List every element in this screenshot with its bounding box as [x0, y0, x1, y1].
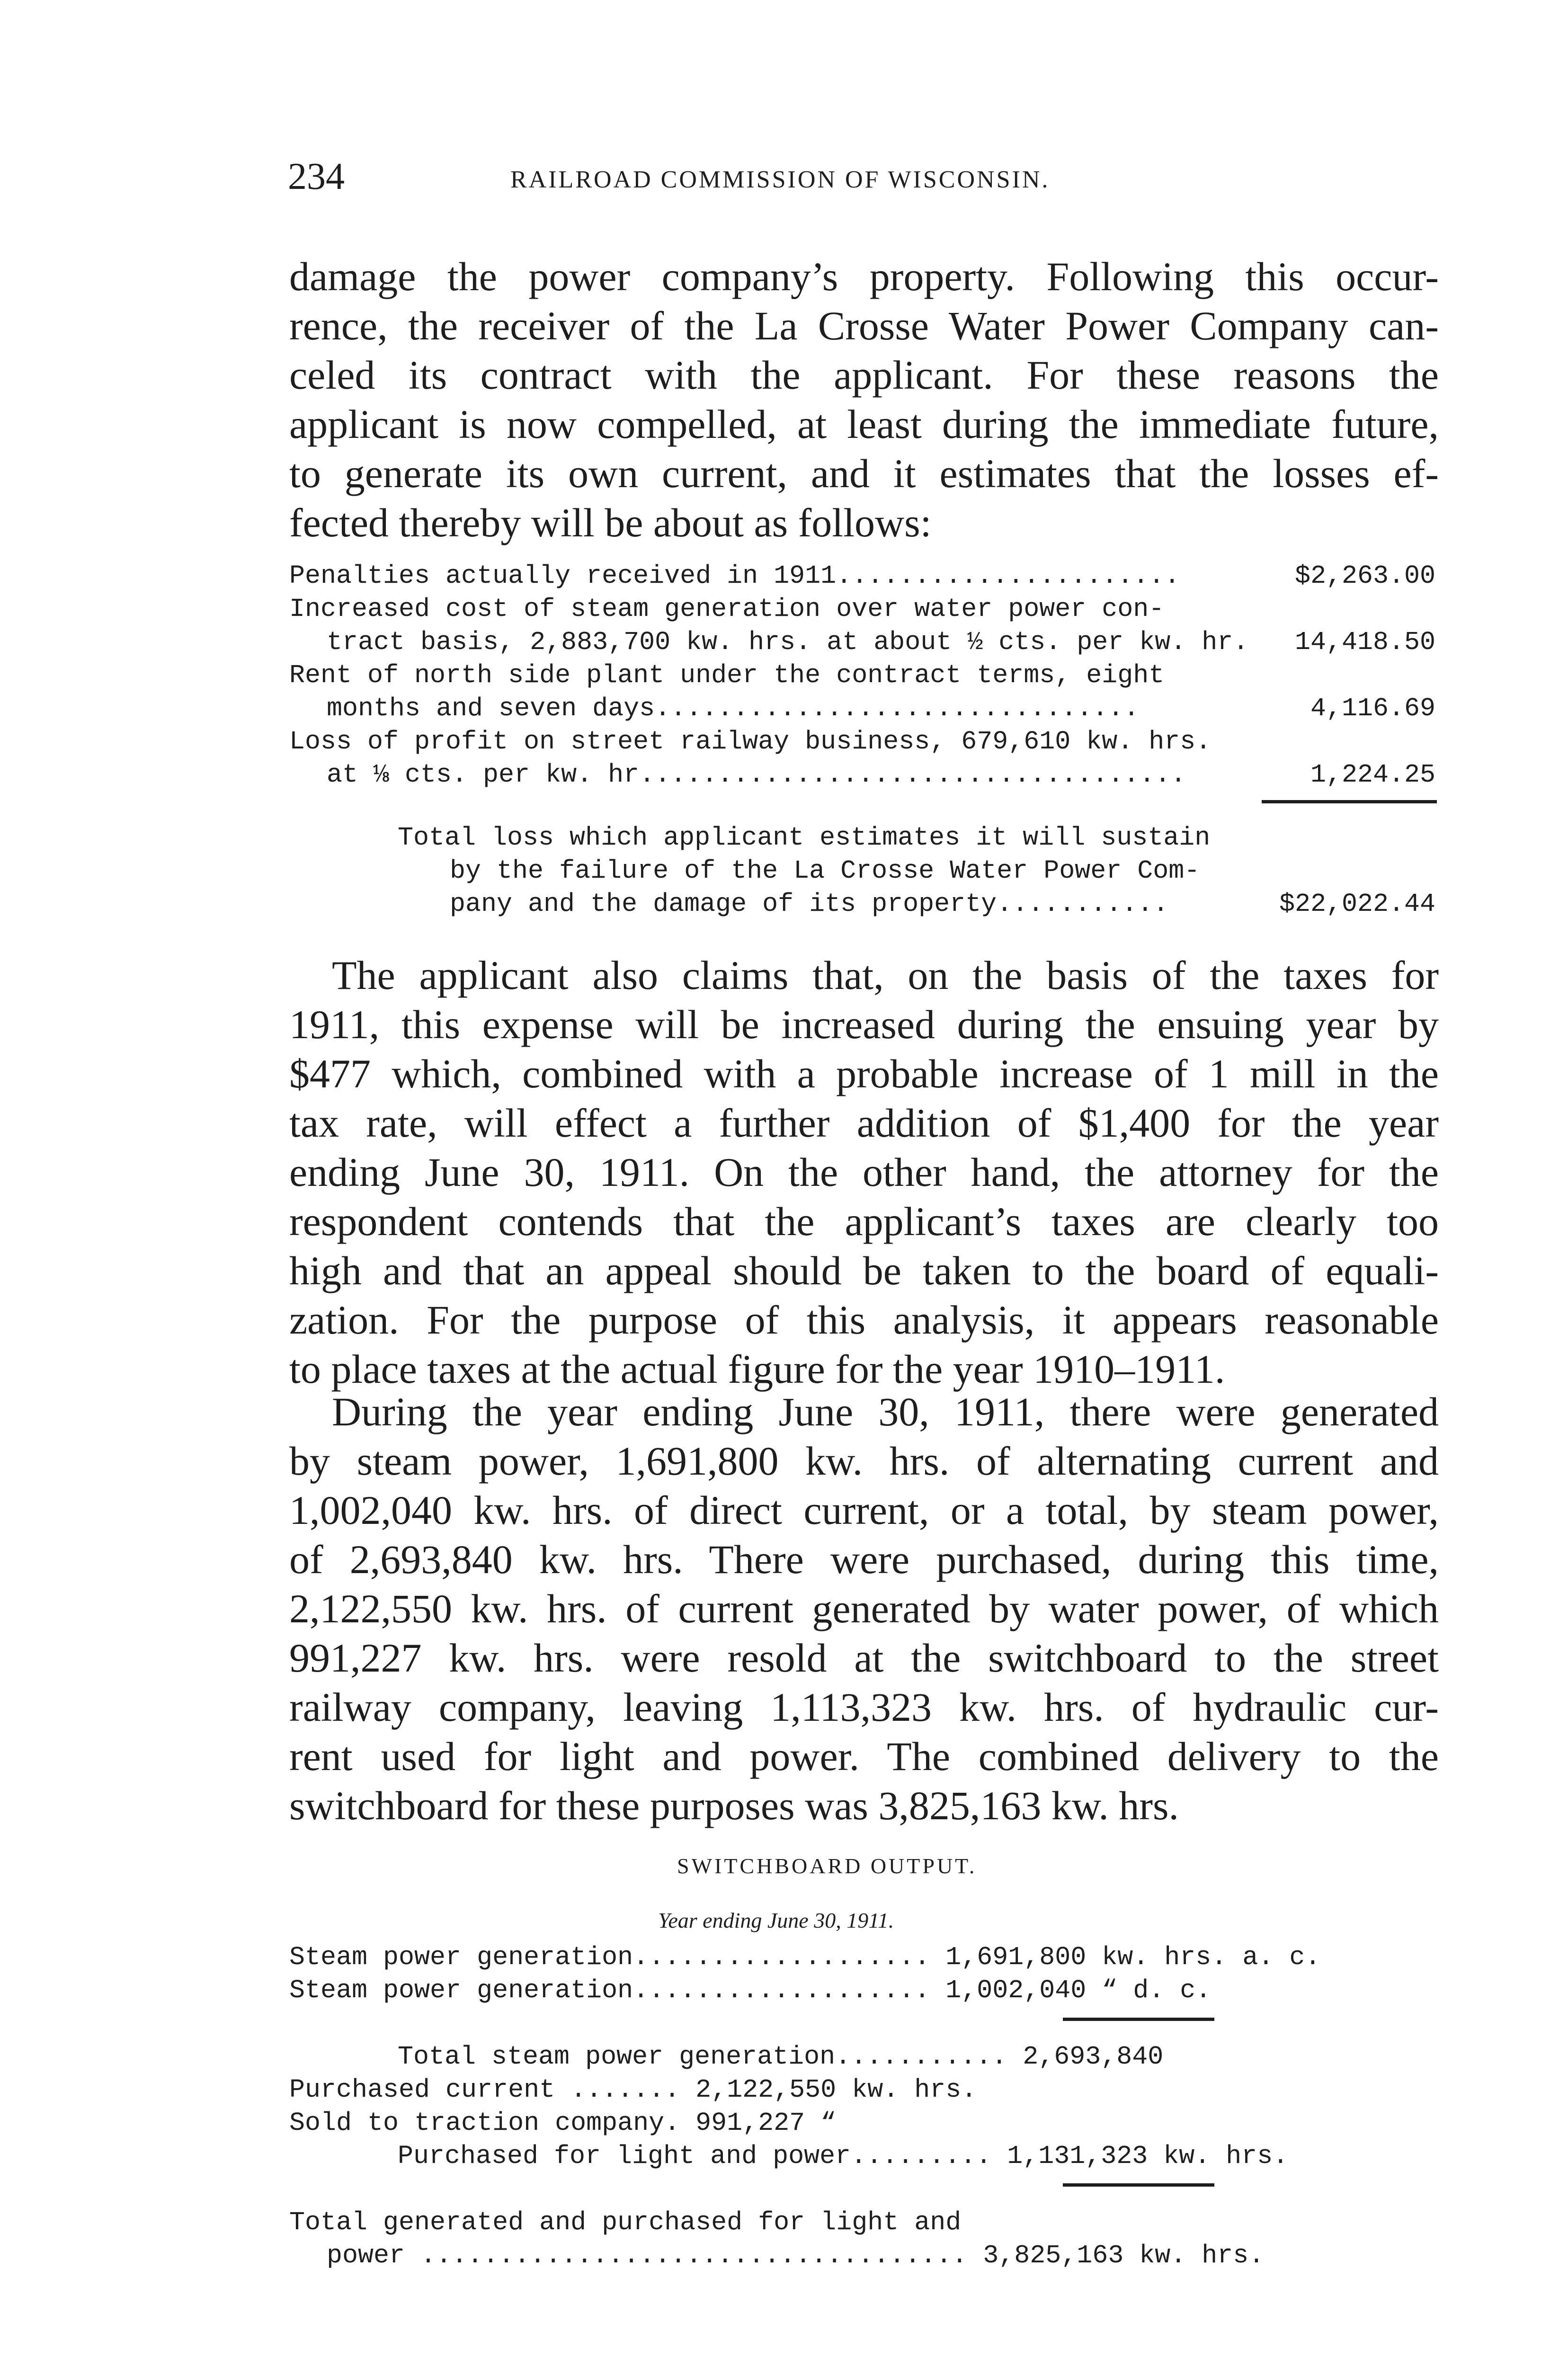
page-number: 234 — [288, 156, 345, 197]
sum-rule — [1262, 800, 1437, 803]
loss-row-profit-cont: at ⅛ cts. per kw. hr................................... — [327, 760, 1186, 790]
text-line: respondent contends that the applicant’s taxes are clearly too — [289, 1199, 1439, 1244]
loss-row-rent-cont: months and seven days............................... — [327, 694, 1140, 723]
text-line: of 2,693,840 kw. hrs. There were purchased, during this time, — [289, 1537, 1439, 1582]
text-line: 2,122,550 kw. hrs. of current generated by water power, of which — [289, 1586, 1439, 1631]
text-line: During the year ending June 30, 1911, there were generated — [332, 1389, 1439, 1434]
loss-amount: $2,263.00 — [1294, 561, 1435, 591]
text-line: to generate its own current, and it estimates that the losses ef- — [289, 451, 1439, 496]
loss-row-steam-cost: Increased cost of steam generation over water power con- — [289, 594, 1165, 624]
loss-amount: 4,116.69 — [1310, 694, 1435, 723]
paragraph-1 — [289, 252, 1439, 547]
sum-rule — [1063, 2183, 1214, 2187]
text-line: switchboard for these purposes was 3,825,163 kw. hrs. — [289, 1783, 1179, 1828]
loss-row-profit: Loss of profit on street railway business, 679,610 kw. hrs. — [289, 727, 1212, 756]
sum-rule — [1063, 2018, 1214, 2021]
loss-amount: 1,224.25 — [1310, 760, 1435, 790]
loss-row-rent: Rent of north side plant under the contract terms, eight — [289, 660, 1165, 690]
loss-row-steam-cost-cont: tract basis, 2,883,700 kw. hrs. at about ½ cts. per kw. hr. — [327, 627, 1249, 657]
text-line: damage the power company’s property. Following this occur- — [289, 254, 1439, 299]
text-line: by steam power, 1,691,800 kw. hrs. of alternating current and — [289, 1438, 1439, 1484]
running-title: RAILROAD COMMISSION OF WISCONSIN. — [510, 166, 1050, 193]
total-loss-amount: $22,022.44 — [1279, 889, 1435, 919]
text-line: rent used for light and power. The combined delivery to the — [289, 1734, 1439, 1779]
switchboard-row: Total generated and purchased for light and — [289, 2207, 962, 2237]
paragraph-3 — [289, 1387, 1439, 1830]
switchboard-row: Steam power generation................... 1,002,040 “ d. c. — [289, 1975, 1212, 2005]
text-line: railway company, leaving 1,113,323 kw. hrs. of hydraulic cur- — [289, 1684, 1439, 1730]
switchboard-row: Sold to traction company. 991,227 “ — [289, 2108, 837, 2138]
text-line: 1,002,040 kw. hrs. of direct current, or a total, by steam power, — [289, 1487, 1439, 1533]
text-line: rence, the receiver of the La Crosse Water Power Company can- — [289, 303, 1439, 348]
switchboard-row: Purchased current ....... 2,122,550 kw. hrs. — [289, 2075, 977, 2105]
paragraph-2 — [289, 951, 1439, 1394]
loss-amount: 14,418.50 — [1294, 627, 1435, 657]
text-line: celed its contract with the applicant. For these reasons the — [289, 352, 1439, 398]
total-loss-line: by the failure of the La Crosse Water Power Com- — [450, 856, 1200, 886]
total-loss-line: pany and the damage of its property........... — [450, 889, 1169, 919]
text-line: tax rate, will effect a further addition of $1,400 for the year — [289, 1100, 1439, 1146]
text-line: $477 which, combined with a probable increase of 1 mill in the — [289, 1051, 1439, 1096]
text-line: 991,227 kw. hrs. were resold at the switchboard to the street — [289, 1635, 1439, 1681]
text-line: 1911, this expense will be increased during the ensuing year by — [289, 1002, 1439, 1047]
section-title: SWITCHBOARD OUTPUT. — [677, 1854, 977, 1878]
text-line: high and that an appeal should be taken to the board of equali- — [289, 1248, 1439, 1293]
text-line: The applicant also claims that, on the basis of the taxes for — [332, 952, 1439, 998]
text-line: ending June 30, 1911. On the other hand, the attorney for the — [289, 1149, 1439, 1195]
text-line: fected thereby will be about as follows: — [289, 500, 932, 545]
switchboard-row: Purchased for light and power......... 1,131,323 kw. hrs. — [398, 2141, 1289, 2171]
section-subtitle: Year ending June 30, 1911. — [658, 1908, 894, 1932]
loss-row-penalties: Penalties actually received in 1911...................... — [289, 561, 1180, 591]
switchboard-row: Steam power generation................... 1,691,800 kw. hrs. a. c. — [289, 1942, 1321, 1972]
text-line: zation. For the purpose of this analysis, it appears reasonable — [289, 1297, 1439, 1343]
total-loss-line: Total loss which applicant estimates it will sustain — [398, 823, 1211, 853]
switchboard-row: Total steam power generation........... 2,693,840 — [398, 2042, 1164, 2072]
switchboard-row: power ................................... 3,825,163 kw. hrs. — [327, 2241, 1265, 2270]
text-line: applicant is now compelled, at least during the immediate future, — [289, 401, 1439, 447]
text-line: to place taxes at the actual figure for the year 1910–1911. — [289, 1346, 1225, 1392]
